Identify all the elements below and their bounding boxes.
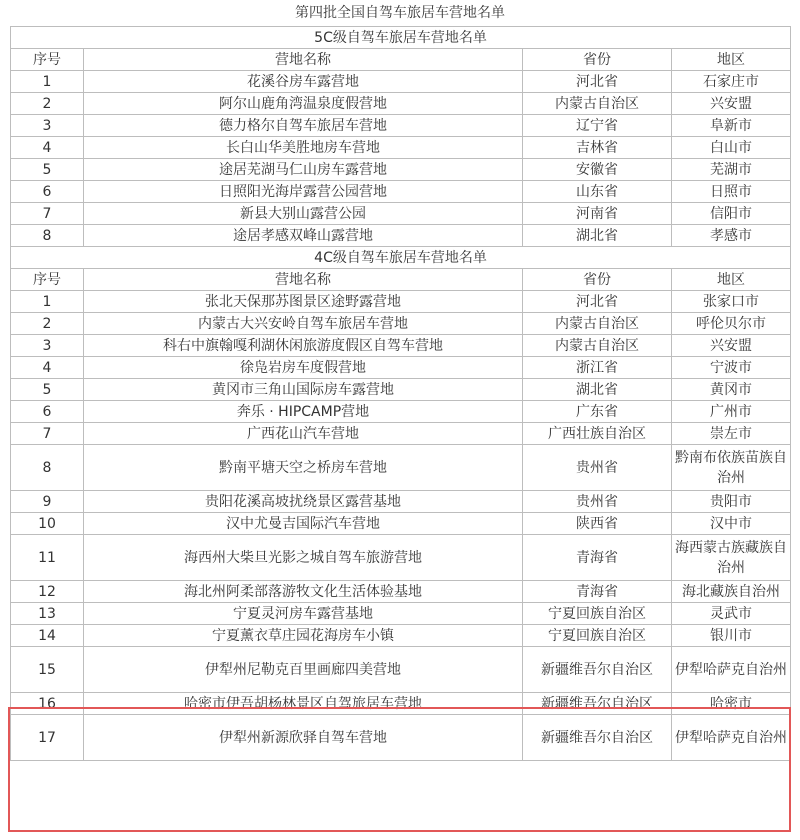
table-cell: 哈密市伊吾胡杨林景区自驾旅居车营地	[84, 693, 523, 715]
table-cell: 长白山华美胜地房车营地	[84, 137, 523, 159]
table-cell: 宁夏回族自治区	[523, 603, 672, 625]
table-cell: 4	[11, 357, 84, 379]
table-cell: 3	[11, 335, 84, 357]
column-header: 地区	[672, 49, 791, 71]
table-cell: 陕西省	[523, 513, 672, 535]
table-cell: 徐凫岩房车度假营地	[84, 357, 523, 379]
section-title: 5C级自驾车旅居车营地名单	[11, 27, 791, 49]
table-cell: 黄冈市	[672, 379, 791, 401]
table-row	[11, 535, 791, 581]
table-row	[11, 313, 791, 335]
table-cell: 日照阳光海岸露营公园营地	[84, 181, 523, 203]
table-row	[11, 625, 791, 647]
table-row	[11, 715, 791, 761]
column-header: 序号	[11, 49, 84, 71]
table-cell: 2	[11, 93, 84, 115]
column-header: 营地名称	[84, 269, 523, 291]
table-cell: 白山市	[672, 137, 791, 159]
table-row	[11, 115, 791, 137]
document-title: 第四批全国自驾车旅居车营地名单	[295, 5, 505, 21]
table-cell: 黔南布依族苗族自治州	[672, 445, 791, 491]
table-row	[11, 423, 791, 445]
table-cell: 青海省	[523, 535, 672, 581]
table-cell: 黄冈市三角山国际房车露营地	[84, 379, 523, 401]
header-row	[11, 49, 791, 71]
table-cell: 途居芜湖马仁山房车露营地	[84, 159, 523, 181]
table-cell: 海西州大柴旦光影之城自驾车旅游营地	[84, 535, 523, 581]
table-cell: 伊犁哈萨克自治州	[672, 715, 791, 761]
table-cell: 宁波市	[672, 357, 791, 379]
table-cell: 内蒙古自治区	[523, 335, 672, 357]
table-cell: 银川市	[672, 625, 791, 647]
table-cell: 11	[11, 535, 84, 581]
column-header: 营地名称	[84, 49, 523, 71]
table-cell: 河南省	[523, 203, 672, 225]
table-cell: 灵武市	[672, 603, 791, 625]
table-cell: 张北天保那苏图景区途野露营地	[84, 291, 523, 313]
table-row	[11, 181, 791, 203]
table-cell: 张家口市	[672, 291, 791, 313]
table-cell: 12	[11, 581, 84, 603]
table-cell: 3	[11, 115, 84, 137]
table-cell: 8	[11, 445, 84, 491]
table-cell: 河北省	[523, 291, 672, 313]
table-cell: 湖北省	[523, 225, 672, 247]
table-row	[11, 357, 791, 379]
table-row	[11, 93, 791, 115]
table-cell: 科右中旗翰嘎利湖休闲旅游度假区自驾车营地	[84, 335, 523, 357]
table-cell: 汉中市	[672, 513, 791, 535]
table-cell: 兴安盟	[672, 335, 791, 357]
table-row	[11, 335, 791, 357]
table-cell: 14	[11, 625, 84, 647]
table-cell: 新疆维吾尔自治区	[523, 647, 672, 693]
table-row	[11, 159, 791, 181]
table-cell: 吉林省	[523, 137, 672, 159]
table-cell: 8	[11, 225, 84, 247]
table-cell: 奔乐 · HIPCAMP营地	[84, 401, 523, 423]
table-cell: 2	[11, 313, 84, 335]
table-cell: 新县大别山露营公园	[84, 203, 523, 225]
table-cell: 宁夏薰衣草庄园花海房车小镇	[84, 625, 523, 647]
table-cell: 石家庄市	[672, 71, 791, 93]
table-cell: 16	[11, 693, 84, 715]
table-cell: 1	[11, 71, 84, 93]
table-cell: 13	[11, 603, 84, 625]
table-cell: 途居孝感双峰山露营地	[84, 225, 523, 247]
table-row	[11, 401, 791, 423]
table-cell: 青海省	[523, 581, 672, 603]
table-cell: 广西花山汽车营地	[84, 423, 523, 445]
table-cell: 黔南平塘天空之桥房车营地	[84, 445, 523, 491]
table-row	[11, 137, 791, 159]
table-cell: 呼伦贝尔市	[672, 313, 791, 335]
table-cell: 海北藏族自治州	[672, 581, 791, 603]
table-cell: 湖北省	[523, 379, 672, 401]
table-cell: 伊犁州尼勒克百里画廊四美营地	[84, 647, 523, 693]
section-row	[11, 27, 791, 49]
table-row	[11, 225, 791, 247]
table-cell: 6	[11, 181, 84, 203]
column-header: 省份	[523, 49, 672, 71]
table-cell: 宁夏灵河房车露营基地	[84, 603, 523, 625]
table-cell: 内蒙古大兴安岭自驾车旅居车营地	[84, 313, 523, 335]
table-cell: 1	[11, 291, 84, 313]
table-row	[11, 693, 791, 715]
table-cell: 海西蒙古族藏族自治州	[672, 535, 791, 581]
table-cell: 5	[11, 159, 84, 181]
table-cell: 4	[11, 137, 84, 159]
table-cell: 广东省	[523, 401, 672, 423]
table-cell: 阜新市	[672, 115, 791, 137]
table-cell: 兴安盟	[672, 93, 791, 115]
table-cell: 15	[11, 647, 84, 693]
table-row	[11, 581, 791, 603]
table-cell: 内蒙古自治区	[523, 93, 672, 115]
table-cell: 新疆维吾尔自治区	[523, 715, 672, 761]
table-cell: 7	[11, 203, 84, 225]
table-cell: 广州市	[672, 401, 791, 423]
column-header: 省份	[523, 269, 672, 291]
table-cell: 浙江省	[523, 357, 672, 379]
column-header: 序号	[11, 269, 84, 291]
table-cell: 安徽省	[523, 159, 672, 181]
table-cell: 9	[11, 491, 84, 513]
table-cell: 辽宁省	[523, 115, 672, 137]
table-cell: 芜湖市	[672, 159, 791, 181]
table-row	[11, 513, 791, 535]
table-cell: 10	[11, 513, 84, 535]
table-row	[11, 445, 791, 491]
header-row	[11, 269, 791, 291]
table-cell: 日照市	[672, 181, 791, 203]
table-cell: 贵州省	[523, 445, 672, 491]
section-row	[11, 247, 791, 269]
column-header: 地区	[672, 269, 791, 291]
table-row	[11, 291, 791, 313]
table-row	[11, 647, 791, 693]
table-cell: 伊犁哈萨克自治州	[672, 647, 791, 693]
table-cell: 山东省	[523, 181, 672, 203]
table-cell: 6	[11, 401, 84, 423]
table-row	[11, 603, 791, 625]
table-cell: 信阳市	[672, 203, 791, 225]
table-cell: 宁夏回族自治区	[523, 625, 672, 647]
table-cell: 贵阳花溪高坡扰绕景区露营基地	[84, 491, 523, 513]
table-cell: 新疆维吾尔自治区	[523, 693, 672, 715]
table-row	[11, 379, 791, 401]
table-cell: 贵阳市	[672, 491, 791, 513]
table-cell: 花溪谷房车露营地	[84, 71, 523, 93]
table-cell: 阿尔山鹿角湾温泉度假营地	[84, 93, 523, 115]
table-cell: 海北州阿柔部落游牧文化生活体验基地	[84, 581, 523, 603]
table-cell: 汉中尤曼吉国际汽车营地	[84, 513, 523, 535]
campsite-table	[10, 26, 791, 761]
table-cell: 河北省	[523, 71, 672, 93]
table-cell: 伊犁州新源欣驿自驾车营地	[84, 715, 523, 761]
table-cell: 孝感市	[672, 225, 791, 247]
table-cell: 5	[11, 379, 84, 401]
table-cell: 贵州省	[523, 491, 672, 513]
table-cell: 德力格尔自驾车旅居车营地	[84, 115, 523, 137]
table-row	[11, 71, 791, 93]
section-title: 4C级自驾车旅居车营地名单	[11, 247, 791, 269]
table-cell: 广西壮族自治区	[523, 423, 672, 445]
table-cell: 内蒙古自治区	[523, 313, 672, 335]
table-cell: 7	[11, 423, 84, 445]
table-cell: 崇左市	[672, 423, 791, 445]
table-row	[11, 203, 791, 225]
table-row	[11, 491, 791, 513]
table-cell: 哈密市	[672, 693, 791, 715]
table-cell: 17	[11, 715, 84, 761]
